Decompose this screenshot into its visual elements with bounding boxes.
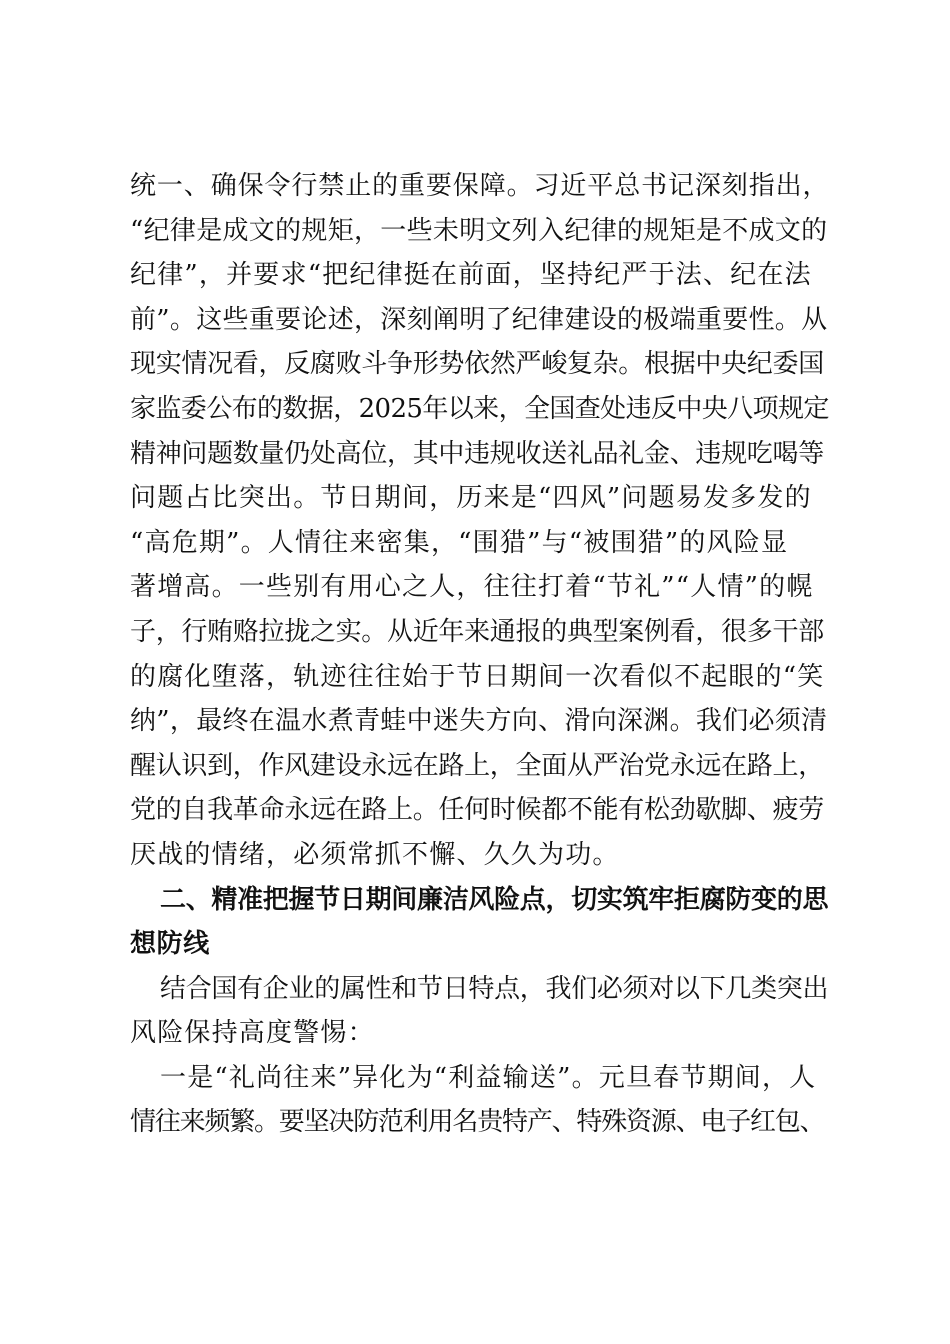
paragraph-line: 厌战的情绪，必须常抓不懈、久久为功。: [130, 839, 620, 870]
paragraph-line: 子，行贿赂拉拢之实。从近年来通报的典型案例看，很多干部: [130, 616, 824, 647]
paragraph-line: 纪律”，并要求“把纪律挺在前面，坚持纪严于法、纪在法: [130, 260, 812, 291]
paragraph-line: 情往来频繁。要坚决防范利用名贵特产、特殊资源、电子红包、: [130, 1107, 825, 1138]
paragraph-line: 一是“礼尚往来”异化为“利益输送”。元旦春节期间，人: [160, 1062, 817, 1093]
paragraph-line: 问题占比突出。节日期间，历来是“四风”问题易发多发的: [130, 483, 812, 514]
paragraph-line: 醒认识到，作风建设永远在路上，全面从严治党永远在路上，: [130, 750, 824, 781]
paragraph-line: 纳”，最终在温水煮青蛙中迷失方向、滑向深渊。我们必须清: [130, 706, 828, 737]
paragraph-line: 现实情况看，反腐败斗争形势依然严峻复杂。根据中央纪委国: [130, 349, 824, 380]
paragraph-line: “高危期”。人情往来密集，“围猎”与“被围猎”的风险显: [130, 527, 789, 558]
paragraph-line: 精神问题数量仍处高位，其中违规收送礼品礼金、违规吃喝等: [130, 438, 824, 469]
body-text: [130, 164, 830, 1145]
section-heading-continued: 想防线: [130, 929, 210, 960]
paragraph-line: 家监委公布的数据，2025年以来，全国查处违反中央八项规定: [130, 393, 829, 424]
paragraph-line: 结合国有企业的属性和节日特点，我们必须对以下几类突出: [160, 973, 829, 1004]
paragraph-line: 著增高。一些别有用心之人，往往打着“节礼”“人情”的幌: [130, 572, 814, 603]
paragraph-line: 党的自我革命永远在路上。任何时候都不能有松劲歇脚、疲劳: [130, 795, 824, 826]
paragraph-line: 风险保持高度警惕：: [130, 1018, 375, 1049]
paragraph-line: 的腐化堕落，轨迹往往始于节日期间一次看似不起眼的“笑: [130, 661, 825, 692]
paragraph-line: 前”。这些重要论述，深刻阐明了纪律建设的极端重要性。从: [130, 304, 828, 335]
paragraph-line: 统一、确保令行禁止的重要保障。习近平总书记深刻指出，: [130, 171, 830, 201]
section-heading: 二、精准把握节日期间廉洁风险点，切实筑牢拒腐防变的思: [160, 884, 829, 915]
paragraph-line: “纪律是成文的规矩，一些未明文列入纪律的规矩是不成文的: [130, 215, 828, 246]
